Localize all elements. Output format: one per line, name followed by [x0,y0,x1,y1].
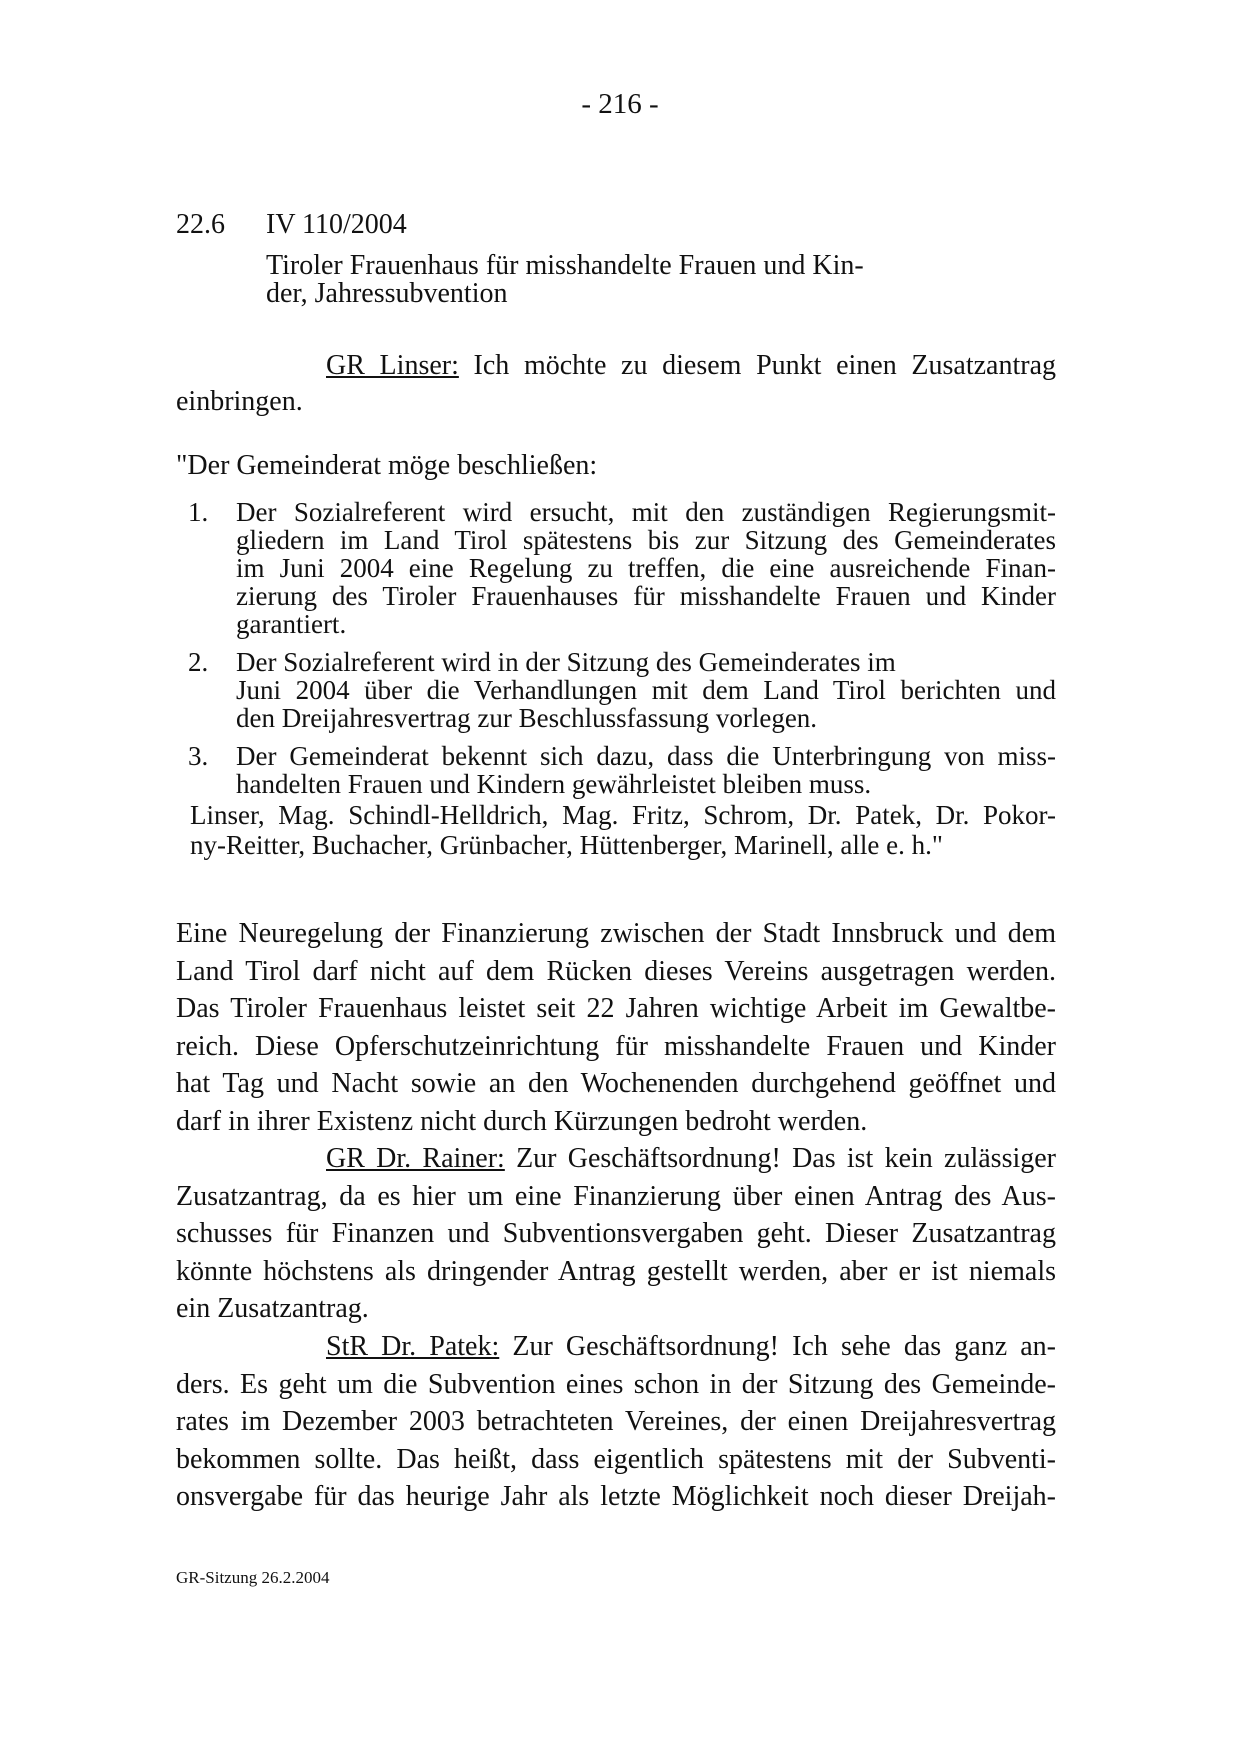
agenda-item-header [176,208,407,241]
list-item-number: 2. [188,647,209,677]
agenda-item-title-line: Tiroler Frauenhaus für misshandelte Frauen und Kin- [266,250,864,281]
paragraph-justification: Eine Neuregelung der Finanzierung zwischen der Stadt Innsbruck und dem Land Tirol darf nicht auf dem Rücken dieses Vereins ausgetragen werden. Das Tiroler Frauenhaus leistet seit 22 Jahren wichtige Arbeit im Gewaltbe- reich. Diese Opferschutzeinrichtung für misshandelte Frauen und Kinder hat Tag und Nacht sowie an den Wochenenden durchgehend geöffnet und darf in ihrer Existenz nicht durch Kürzungen bedroht werden. [176,918,1056,1137]
agenda-item-code: IV 110/2004 [266,209,407,240]
intro-statement [176,348,1056,420]
page-number: - 216 - [581,88,659,120]
agenda-item-title [266,252,916,308]
list-item-number: 1. [188,497,209,527]
speaker-name: GR Dr. Rainer: [326,1143,505,1174]
statement-patek: StR Dr. Patek: Zur Geschäftsordnung! Ich sehe das ganz an- ders. Es geht um die Subvention eines schon in der Sitzung des Gemeinde- rates im Dezember 2003 betrachteten Vereines, der einen Dreijahresvertrag bekommen sollte. Das heißt, dass eigentlich spätestens mit der Subventi- onsvergabe für das heurige Jahr als letzte Möglichkeit noch dieser Dreijah- [176,1331,1056,1512]
agenda-item-title-line: der, Jahressubvention [266,278,508,309]
intro-line: einbringen. [176,386,303,417]
motion-heading: "Der Gemeinderat möge beschließen: [176,450,598,481]
list-item: 2. Der Sozialreferent wird in der Sitzung des Gemeinderates im Juni 2004 über die Verhandlungen mit dem Land Tirol berichten und den Dreijahresvertrag zur Beschlussfassung vorlegen. [188,647,1056,733]
signatories: Linser, Mag. Schindl-Helldrich, Mag. Fritz, Schrom, Dr. Patek, Dr. Pokor- ny-Reitter, Buchacher, Grünbacher, Hüttenberger, Marinell, alle e. h." [190,800,1056,860]
list-item: 3. Der Gemeinderat bekennt sich dazu, dass die Unterbringung von miss- handelten Frauen und Kindern gewährleistet bleiben muss. [188,741,1056,799]
speaker-name: StR Dr. Patek: [326,1331,500,1362]
list-item: 1. Der Sozialreferent wird ersucht, mit den zuständigen Regierungsmit- gliedern im Land Tirol spätestens bis zur Sitzung des Gemeinderates im Juni 2004 eine Regelung zu treffen, die eine ausreichende Finan- zierung des Tiroler Frauenhauses für misshandelte Frauen und Kinder garantiert. [188,497,1056,639]
statement-rainer: GR Dr. Rainer: Zur Geschäftsordnung! Das ist kein zulässiger Zusatzantrag, da es hier um eine Finanzierung über einen Antrag des Aus- schusses für Finanzen und Subventionsvergaben geht. Dieser Zusatzantrag könnte höchstens als dringender Antrag gestellt werden, aber er ist niemals ein Zusatzantrag. [176,1143,1056,1324]
motion-list [176,498,1056,808]
list-item-number: 3. [188,741,209,771]
intro-line: GR Linser: Ich möchte zu diesem Punkt einen Zusatzantrag [326,350,1056,381]
speaker-name: GR Linser: [326,350,459,381]
agenda-item-number: 22.6 [176,209,225,240]
page-footer: GR-Sitzung 26.2.2004 [176,1568,330,1587]
